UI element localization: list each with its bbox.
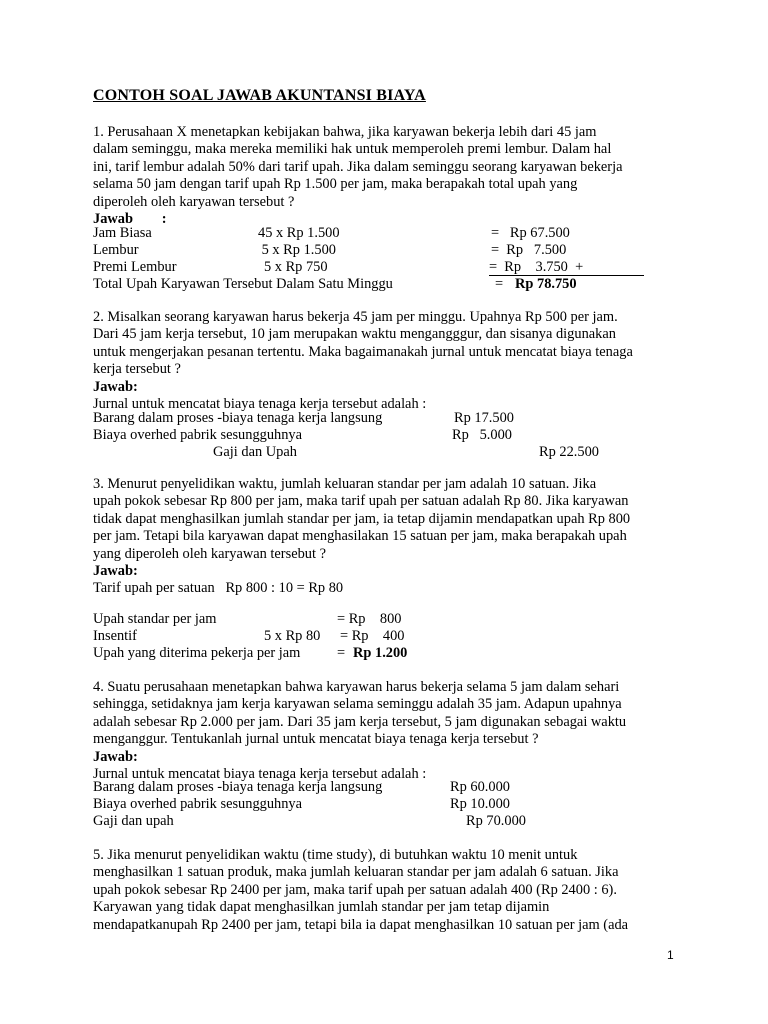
journal-intro: Jurnal untuk mencatat biaya tenaga kerja tersebut adalah : bbox=[93, 766, 427, 783]
total-label: Upah yang diterima pekerja per jam bbox=[93, 645, 301, 661]
text-line: tidak dapat menghasilkan jumlah standar per jam, ia tetap dijamin mendapatkan upah Rp 800 bbox=[93, 510, 631, 527]
question-2-text bbox=[93, 309, 683, 413]
journal-debit: Rp 10.000 bbox=[450, 796, 510, 812]
journal-intro: Jurnal untuk mencatat biaya tenaga kerja tersebut adalah : bbox=[93, 396, 427, 413]
answer-heading: Jawab: bbox=[93, 748, 138, 765]
total-value: Rp 1.200 bbox=[353, 645, 408, 661]
text-line: ini, tarif lembur adalah 50% dari tarif upah. Jika dalam seminggu seorang karyawan bekerja bbox=[93, 158, 623, 175]
row-calc: 5 x Rp 1.500 bbox=[258, 242, 336, 258]
journal-account: Biaya overhed pabrik sesungguhnya bbox=[93, 796, 303, 812]
row-amount: = Rp 800 bbox=[337, 611, 402, 627]
total-equals: = bbox=[495, 276, 504, 292]
row-calc: 5 x Rp 750 bbox=[264, 259, 328, 275]
journal-credit: Rp 70.000 bbox=[466, 813, 526, 829]
rate-per-unit: Tarif upah per satuan Rp 800 : 10 = Rp 80 bbox=[93, 580, 344, 597]
text-line: per jam. Tetapi bila karyawan dapat menghasilakan 15 satuan per jam, maka berapakah upah bbox=[93, 528, 627, 545]
text-line: menganggur. Tentukanlah jurnal untuk mencatat biaya tenaga kerja tersebut ? bbox=[93, 731, 539, 748]
question-5-text bbox=[93, 847, 683, 934]
row-label: Insentif bbox=[93, 628, 137, 644]
journal-account: Biaya overhed pabrik sesungguhnya bbox=[93, 427, 303, 443]
text-line: diperoleh oleh karyawan tersebut ? bbox=[93, 193, 295, 210]
page-number: 1 bbox=[667, 948, 674, 962]
row-label: Lembur bbox=[93, 242, 139, 258]
text-line: 1. Perusahaan X menetapkan kebijakan bahwa, jika karyawan bekerja lebih dari 45 jam bbox=[93, 124, 597, 140]
journal-debit: Rp 60.000 bbox=[450, 779, 510, 795]
total-equals: = bbox=[337, 645, 346, 661]
text-line: dalam seminggu, maka mereka memiliki hak untuk memperoleh premi lembur. Dalam hal bbox=[93, 141, 612, 158]
row-label: Jam Biasa bbox=[93, 225, 152, 241]
row-calc: 5 x Rp 80 bbox=[264, 628, 321, 644]
text-line: 5. Jika menurut penyelidikan waktu (time study), di butuhkan waktu 10 menit untuk bbox=[93, 847, 578, 863]
row-amount: = Rp 3.750 + bbox=[489, 259, 584, 275]
journal-account: Barang dalam proses -biaya tenaga kerja langsung bbox=[93, 779, 383, 795]
text-line: menghasilkan 1 satuan produk, maka jumlah keluaran standar per jam adalah 6 satuan. Jika bbox=[93, 864, 619, 881]
text-line: Karyawan yang tidak dapat menghasilkan jumlah standar per jam tetap dijamin bbox=[93, 899, 550, 916]
row-calc: 45 x Rp 1.500 bbox=[258, 225, 340, 241]
text-line: upah pokok sebesar Rp 2400 per jam, maka tarif upah per satuan adalah 400 (Rp 2400 : 6). bbox=[93, 881, 617, 898]
row-label: Upah standar per jam bbox=[93, 611, 217, 627]
answer-heading: Jawab: bbox=[93, 378, 138, 395]
text-line: Dari 45 jam kerja tersebut, 10 jam merupakan waktu mengangggur, dan sisanya digunakan bbox=[93, 326, 616, 343]
text-line: selama 50 jam dengan tarif upah Rp 1.500 per jam, maka berapakah total upah yang bbox=[93, 176, 578, 193]
journal-debit: Rp 5.000 bbox=[452, 427, 512, 443]
journal-account: Barang dalam proses -biaya tenaga kerja langsung bbox=[93, 410, 383, 426]
row-amount: = Rp 67.500 bbox=[491, 225, 570, 241]
text-line: untuk mengerjakan pesanan tertentu. Maka bagaimanakah jurnal untuk mencatat biaya tenaga bbox=[93, 343, 633, 360]
text-line: sehingga, setidaknya jam kerja karyawan selama seminggu adalah 35 jam. Adapun upahnya bbox=[93, 696, 622, 713]
text-line: adalah sebesar Rp 2.000 per jam. Dari 35 jam kerja tersebut, 5 jam digunakan sebagai waktu bbox=[93, 713, 627, 730]
question-4-text bbox=[93, 679, 683, 783]
row-amount: = Rp 7.500 bbox=[491, 242, 567, 258]
journal-credit: Rp 22.500 bbox=[539, 444, 599, 460]
answer-heading: Jawab: bbox=[93, 563, 138, 580]
journal-debit: Rp 17.500 bbox=[454, 410, 514, 426]
total-value: Rp 78.750 bbox=[515, 276, 577, 292]
document-title: CONTOH SOAL JAWAB AKUNTANSI BIAYA bbox=[93, 87, 426, 104]
answer-heading: Jawab : bbox=[93, 211, 167, 228]
journal-account: Gaji dan Upah bbox=[213, 444, 297, 460]
text-line: 3. Menurut penyelidikan waktu, jumlah keluaran standar per jam adalah 10 satuan. Jika bbox=[93, 476, 597, 492]
text-line: yang diperoleh oleh karyawan tersebut ? bbox=[93, 545, 326, 562]
text-line: 2. Misalkan seorang karyawan harus bekerja 45 jam per minggu. Upahnya Rp 500 per jam. bbox=[93, 309, 618, 325]
journal-account: Gaji dan upah bbox=[93, 813, 174, 829]
total-label: Total Upah Karyawan Tersebut Dalam Satu Minggu bbox=[93, 276, 393, 292]
text-line: mendapatkanupah Rp 2400 per jam, tetapi bila ia dapat menghasilkan 10 satuan per jam (ada bbox=[93, 916, 629, 933]
question-1-text bbox=[93, 124, 683, 228]
row-amount: = Rp 400 bbox=[340, 628, 405, 644]
text-line: 4. Suatu perusahaan menetapkan bahwa karyawan harus bekerja selama 5 jam dalam sehari bbox=[93, 679, 620, 695]
text-line: kerja tersebut ? bbox=[93, 361, 181, 378]
question-3-text bbox=[93, 476, 683, 598]
row-label: Premi Lembur bbox=[93, 259, 177, 275]
text-line: upah pokok sebesar Rp 800 per jam, maka tarif upah per satuan adalah Rp 80. Jika karyawan bbox=[93, 493, 629, 510]
